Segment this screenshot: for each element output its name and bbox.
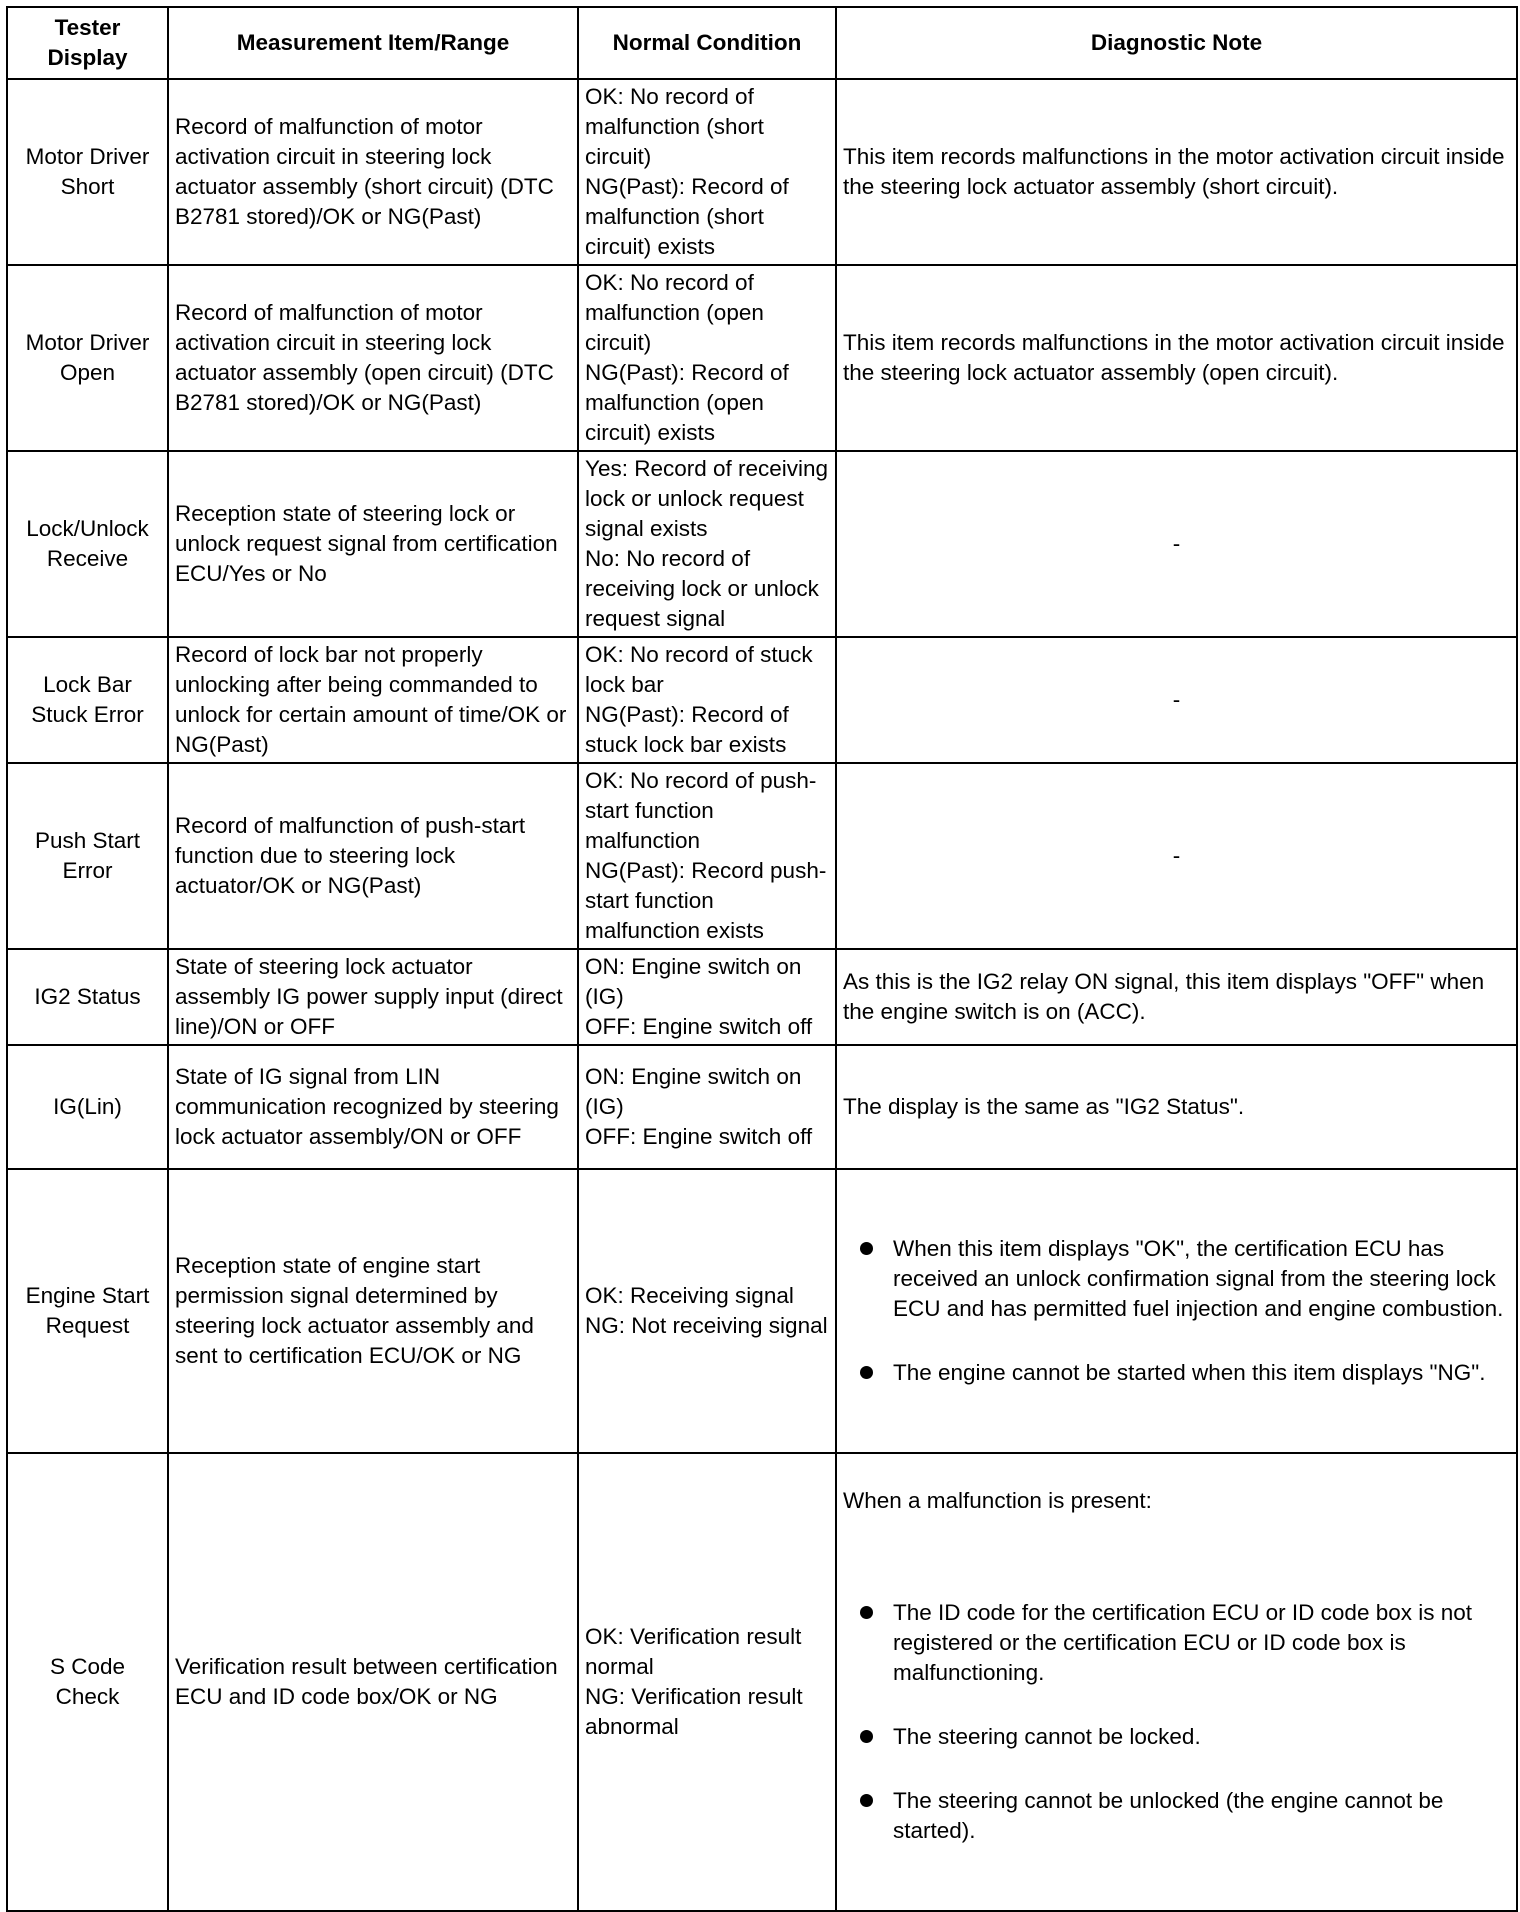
- bullet-item: When this item displays "OK", the certification ECU has received an unlock confirmation signal from the steering lock ECU and has permitted fuel injection and engine combustion.: [893, 1234, 1510, 1324]
- tester-display-cell: Motor Driver Short: [7, 79, 168, 265]
- normal-condition-cell: OK: Verification result normal NG: Verification result abnormal: [578, 1453, 836, 1911]
- diagnostic-note-cell: This item records malfunctions in the motor activation circuit inside the steering lock actuator assembly (open circuit).: [836, 265, 1517, 451]
- tester-display-cell: Lock Bar Stuck Error: [7, 637, 168, 763]
- tester-display-cell: Engine Start Request: [7, 1169, 168, 1453]
- diagnostic-note-bullet-list: [843, 1202, 1510, 1420]
- measurement-item-cell: Reception state of engine start permission signal determined by steering lock actuator assembly and sent to certification ECU/OK or NG: [168, 1169, 578, 1453]
- normal-condition-cell: OK: No record of push-start function malfunction NG(Past): Record push-start function malfunction exists: [578, 763, 836, 949]
- diagnostic-note-cell: -: [836, 637, 1517, 763]
- bullet-item: The engine cannot be started when this item displays "NG".: [893, 1358, 1510, 1388]
- bullet-item: The steering cannot be locked.: [893, 1722, 1510, 1752]
- header-measurement-item: Measurement Item/Range: [168, 7, 578, 79]
- tester-display-cell: Push Start Error: [7, 763, 168, 949]
- normal-condition-cell: OK: Receiving signal NG: Not receiving signal: [578, 1169, 836, 1453]
- table-row: [7, 79, 1517, 265]
- diagnostic-note-cell: -: [836, 763, 1517, 949]
- tester-display-cell: IG(Lin): [7, 1045, 168, 1169]
- normal-condition-cell: OK: No record of malfunction (short circuit) NG(Past): Record of malfunction (short circuit) exists: [578, 79, 836, 265]
- tester-display-cell: IG2 Status: [7, 949, 168, 1045]
- measurement-item-cell: Record of malfunction of push-start function due to steering lock actuator/OK or NG(Past): [168, 763, 578, 949]
- table-row: [7, 763, 1517, 949]
- measurement-item-cell: Record of lock bar not properly unlocking after being commanded to unlock for certain amount of time/OK or NG(Past): [168, 637, 578, 763]
- table-row: [7, 451, 1517, 637]
- tester-display-cell: Motor Driver Open: [7, 265, 168, 451]
- normal-condition-cell: ON: Engine switch on (IG) OFF: Engine switch off: [578, 949, 836, 1045]
- tester-display-cell: Lock/Unlock Receive: [7, 451, 168, 637]
- normal-condition-cell: ON: Engine switch on (IG) OFF: Engine switch off: [578, 1045, 836, 1169]
- diagnostic-note-bullet-list: [843, 1566, 1510, 1878]
- table-row: [7, 949, 1517, 1045]
- bullet-item: The steering cannot be unlocked (the engine cannot be started).: [893, 1786, 1510, 1846]
- table-row: [7, 265, 1517, 451]
- table-header-row: [7, 7, 1517, 79]
- normal-condition-cell: OK: No record of stuck lock bar NG(Past): Record of stuck lock bar exists: [578, 637, 836, 763]
- measurement-item-cell: Reception state of steering lock or unlock request signal from certification ECU/Yes or No: [168, 451, 578, 637]
- table-row: [7, 637, 1517, 763]
- diagnostic-note-cell: This item records malfunctions in the motor activation circuit inside the steering lock actuator assembly (short circuit).: [836, 79, 1517, 265]
- measurement-item-cell: Record of malfunction of motor activation circuit in steering lock actuator assembly (short circuit) (DTC B2781 stored)/OK or NG(Past): [168, 79, 578, 265]
- tester-display-cell: S Code Check: [7, 1453, 168, 1911]
- diagnostic-note-cell: -: [836, 451, 1517, 637]
- diagnostic-note-cell: As this is the IG2 relay ON signal, this item displays "OFF" when the engine switch is on (ACC).: [836, 949, 1517, 1045]
- header-diagnostic-note: Diagnostic Note: [836, 7, 1517, 79]
- measurement-item-cell: Record of malfunction of motor activation circuit in steering lock actuator assembly (open circuit) (DTC B2781 stored)/OK or NG(Past): [168, 265, 578, 451]
- diagnostic-note-cell: The display is the same as "IG2 Status".: [836, 1045, 1517, 1169]
- diagnostic-note-intro: When a malfunction is present:: [843, 1488, 1152, 1513]
- normal-condition-cell: Yes: Record of receiving lock or unlock request signal exists No: No record of receiving lock or unlock request signal: [578, 451, 836, 637]
- header-tester-display: Tester Display: [7, 7, 168, 79]
- table-row: [7, 1045, 1517, 1169]
- table-row: [7, 1169, 1517, 1453]
- bullet-item: The ID code for the certification ECU or ID code box is not registered or the certification ECU or ID code box is malfunctioning.: [893, 1598, 1510, 1688]
- measurement-item-cell: State of steering lock actuator assembly IG power supply input (direct line)/ON or OFF: [168, 949, 578, 1045]
- diagnostic-note-cell: [836, 1453, 1517, 1911]
- measurement-item-cell: State of IG signal from LIN communication recognized by steering lock actuator assembly/ON or OFF: [168, 1045, 578, 1169]
- normal-condition-cell: OK: No record of malfunction (open circuit) NG(Past): Record of malfunction (open circuit) exists: [578, 265, 836, 451]
- diagnostic-note-cell: [836, 1169, 1517, 1453]
- table-row: [7, 1453, 1517, 1911]
- header-normal-condition: Normal Condition: [578, 7, 836, 79]
- measurement-item-cell: Verification result between certification ECU and ID code box/OK or NG: [168, 1453, 578, 1911]
- diagnostic-data-table: [6, 6, 1518, 1912]
